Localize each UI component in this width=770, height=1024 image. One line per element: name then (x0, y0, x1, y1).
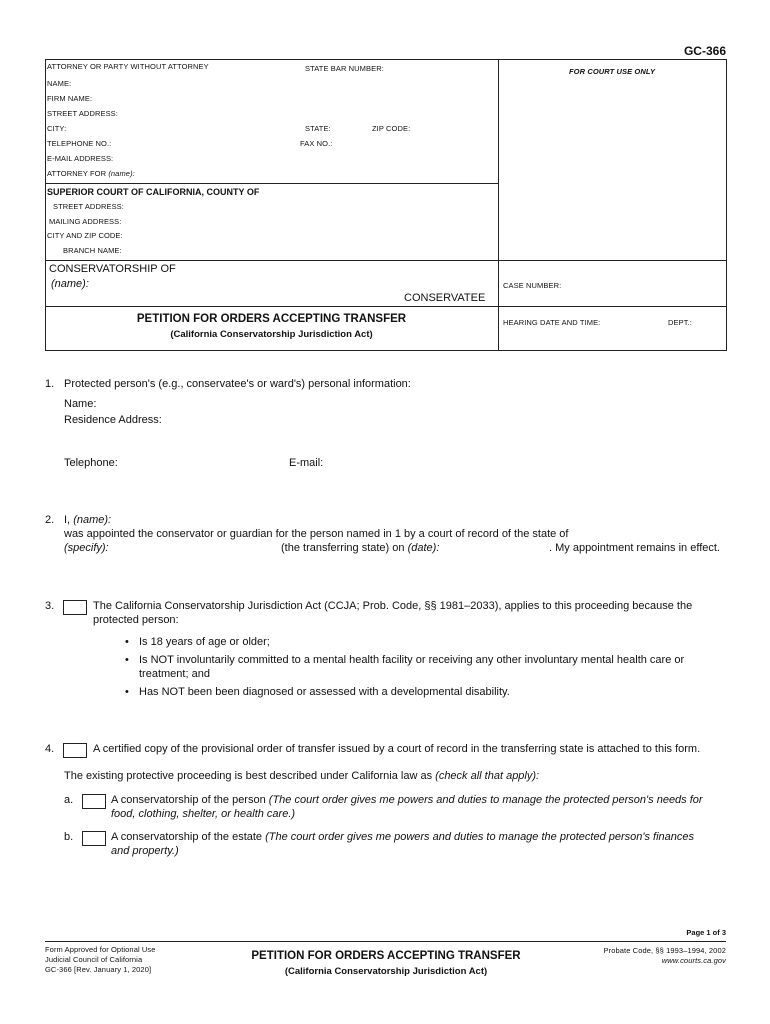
item1-telephone-label: Telephone: (64, 457, 118, 469)
item4a-line1 (111, 794, 726, 806)
footer-approved-1: Form Approved for Optional Use (45, 945, 156, 954)
email-label: E-MAIL ADDRESS: (47, 154, 114, 163)
item3-bullet1: • Is 18 years of age or older; (139, 636, 270, 648)
item4b-italic: (The court order gives me powers and duties to manage the protected person's finances (265, 831, 695, 843)
item4a-text: A conservatorship of the person (111, 794, 266, 806)
court-title: SUPERIOR COURT OF CALIFORNIA, COUNTY OF (47, 187, 260, 197)
court-branch-label: BRANCH NAME: (63, 246, 122, 255)
petition-title: PETITION FOR ORDERS ACCEPTING TRANSFER (136, 313, 407, 325)
item1-text: Protected person's (e.g., conservatee's or ward's) personal information: (64, 378, 411, 390)
item4-number: 4. (45, 743, 55, 755)
attorney-label: ATTORNEY OR PARTY WITHOUT ATTORNEY (47, 62, 209, 71)
court-street-label: STREET ADDRESS: (53, 202, 124, 211)
attorney-for-text: ATTORNEY FOR (47, 169, 107, 178)
page-number: Page 1 of 3 (686, 928, 726, 937)
item2-line1 (64, 514, 111, 526)
item2-name-label: (name): (73, 514, 112, 526)
petition-subtitle: (California Conservatorship Jurisdiction Act) (170, 329, 373, 340)
item3-bullet3: • Has NOT been been diagnosed or assessed with a developmental disability. (139, 686, 510, 698)
item2-i: I, (64, 514, 71, 526)
state-bar-label: STATE BAR NUMBER: (305, 64, 384, 73)
conservatorship-of: CONSERVATORSHIP OF (49, 263, 176, 275)
state-label: STATE: (305, 124, 331, 133)
footer-approved-3: GC-366 [Rev. January 1, 2020] (45, 965, 152, 974)
conservatorship-rule (45, 260, 726, 261)
form-id: GC-366 (683, 44, 726, 58)
name-label: NAME: (47, 79, 72, 88)
item4-check-all: (check all that apply): (435, 770, 540, 782)
item3-bullet2-cont: treatment; and (139, 668, 210, 680)
footer-title: PETITION FOR ORDERS ACCEPTING TRANSFER (251, 950, 521, 962)
footer-website[interactable]: www.courts.ca.gov (661, 956, 726, 965)
item4-checkbox[interactable] (63, 743, 87, 758)
footer-approved-2: Judicial Council of California (45, 955, 143, 964)
item4b-line1 (111, 831, 726, 843)
court-city-zip-label: CITY AND ZIP CODE: (47, 231, 123, 240)
item4-existing (64, 770, 539, 782)
item4b-line2: and property.) (111, 845, 179, 857)
item3-number: 3. (45, 600, 55, 612)
item2-transferring-text: (the transferring state) on (281, 542, 405, 554)
dept-label: DEPT.: (668, 318, 692, 327)
item4b-checkbox[interactable] (82, 831, 106, 846)
court-use-label: FOR COURT USE ONLY (569, 67, 656, 76)
court-rule (45, 183, 498, 184)
conservatorship-name-label: (name): (51, 278, 89, 290)
street-label: STREET ADDRESS: (47, 109, 118, 118)
item1-residence-label: Residence Address: (64, 414, 162, 426)
firm-label: FIRM NAME: (47, 94, 93, 103)
item4a-label: a. (64, 794, 74, 806)
item1-email-label: E-mail: (289, 457, 324, 469)
court-mailing-label: MAILING ADDRESS: (49, 217, 122, 226)
attorney-for-label (47, 169, 135, 178)
footer-rule (45, 941, 726, 942)
hearing-label: HEARING DATE AND TIME: (503, 318, 601, 327)
footer-subtitle: (California Conservatorship Jurisdiction Act) (284, 966, 488, 977)
item2-number: 2. (45, 514, 55, 526)
item4b-label: b. (64, 831, 74, 843)
item4-text: A certified copy of the provisional order of transfer issued by a court of record in the transferring state is attached to this form. (93, 743, 701, 755)
item2-specify: (specify): (64, 542, 109, 554)
zip-label: ZIP CODE: (372, 124, 411, 133)
item4-existing-text: The existing protective proceeding is best described under California law as (64, 770, 433, 782)
item4a-line2: food, clothing, shelter, or health care.) (111, 808, 296, 820)
item2-date-label: (date): (407, 542, 440, 554)
item2-line2: was appointed the conservator or guardian for the person named in 1 by a court of record of the state of (64, 528, 569, 540)
item4b-text: A conservatorship of the estate (111, 831, 263, 843)
item3-text-line2: protected person: (93, 614, 179, 626)
footer-code: Probate Code, §§ 1993–1994, 2002 (603, 946, 726, 955)
item2-transferring (281, 542, 439, 554)
case-number-label: CASE NUMBER: (503, 281, 562, 290)
title-rule (45, 306, 726, 307)
conservatee-label: CONSERVATEE (404, 292, 486, 304)
item4a-checkbox[interactable] (82, 794, 106, 809)
item2-remains: . My appointment remains in effect. (549, 542, 720, 554)
fax-label: FAX NO.: (300, 139, 333, 148)
item1-number: 1. (45, 378, 55, 390)
item3-checkbox[interactable] (63, 600, 87, 615)
item1-name-label: Name: (64, 398, 97, 410)
attorney-for-name: (name): (108, 169, 135, 178)
phone-label: TELEPHONE NO.: (47, 139, 112, 148)
caption-box (45, 59, 727, 351)
item4a-italic: (The court order gives me powers and duties to manage the protected person's needs for (268, 794, 703, 806)
item3-text-line1: The California Conservatorship Jurisdiction Act (CCJA; Prob. Code, §§ 1981–2033), applies to this proceeding because the (93, 600, 693, 612)
city-label: CITY: (47, 124, 67, 133)
item3-bullet2: • Is NOT involuntarily committed to a mental health facility or receiving any other involuntary mental health care or (139, 654, 684, 666)
